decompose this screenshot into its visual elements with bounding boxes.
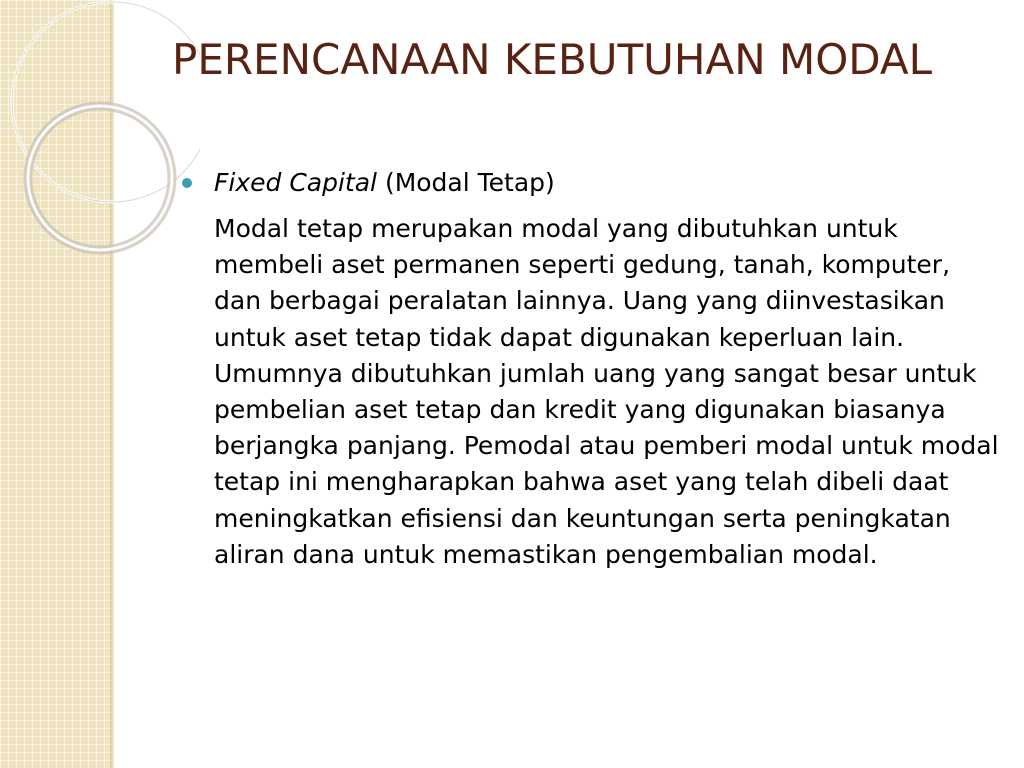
- bullet-paragraph: Modal tetap merupakan modal yang dibutuhkan untuk membeli aset permanen seperti gedung, tanah, komputer, dan berbagai peralatan lainnya. Uang yang diinvestasikan untuk aset tetap tidak dapat digunakan keperluan lain. Umumnya dibutuhkan jumlah uang yang sangat besar untuk pembelian aset tetap dan kredit yang digunakan biasanya berjangka panjang. Pemodal atau pemberi modal untuk modal tetap ini mengharapkan bahwa aset yang telah dibeli daat meningkatkan efisiensi dan keuntungan serta peningkatan aliran dana untuk memastikan pengembalian modal.: [214, 214, 999, 569]
- bullet-item: [182, 165, 1002, 201]
- slide-content: [182, 165, 1002, 573]
- bullet-dot-icon: [182, 178, 192, 188]
- bullet-term: Fixed Capital: [214, 168, 377, 197]
- decorative-rings: [0, 0, 200, 260]
- bullet-term-translation: (Modal Tetap): [384, 168, 555, 197]
- slide-title: PERENCANAAN KEBUTUHAN MODAL: [172, 35, 933, 84]
- decor-ring-bottom-highlight: [28, 106, 172, 250]
